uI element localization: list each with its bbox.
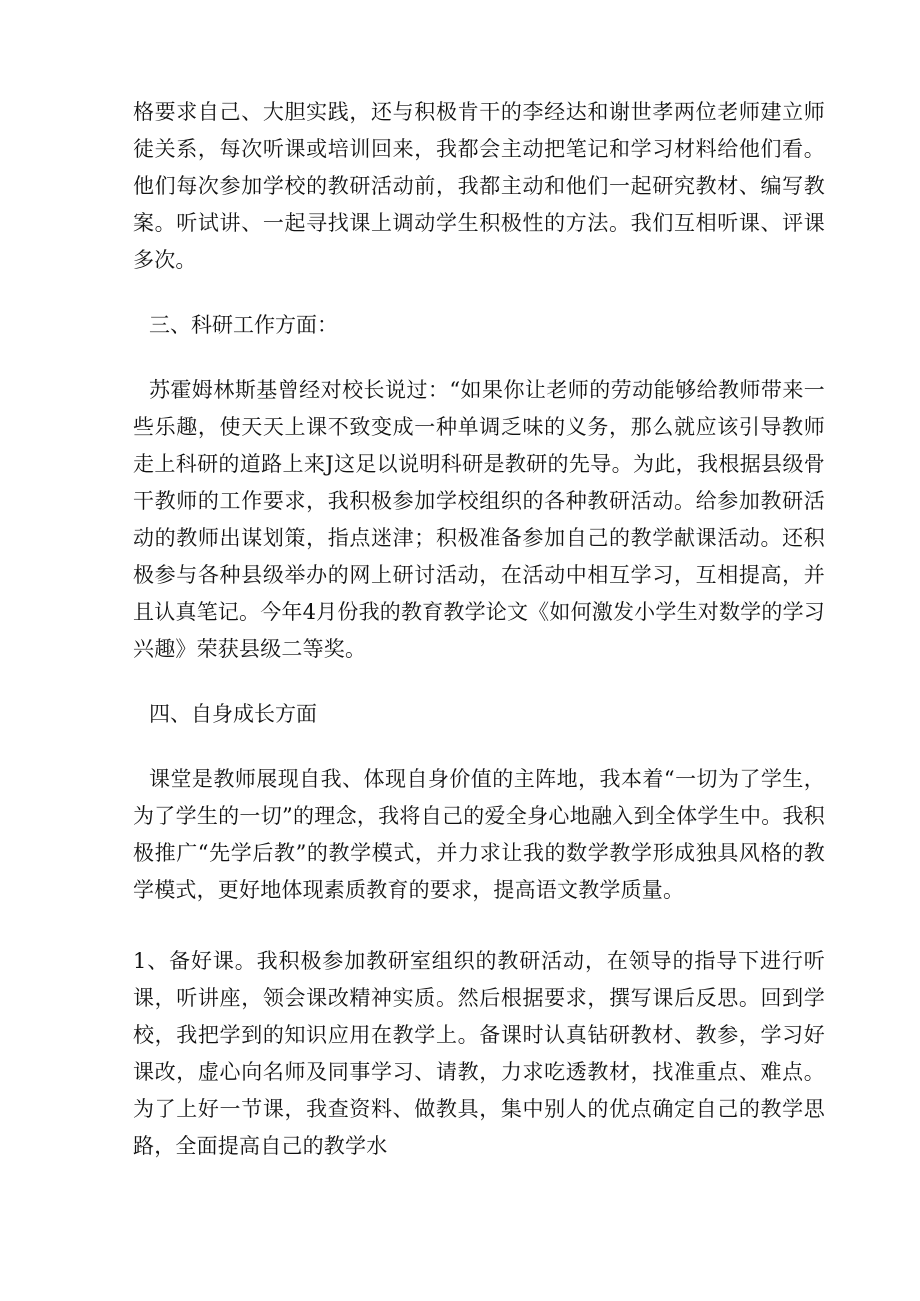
paragraph-mentorship: 格要求自己、大胆实践，还与积极肯干的李经达和谢世孝两位老师建立师徒关系，每次听课或培训回来，我都会主动把笔记和学习材料给他们看。他们每次参加学校的教研活动前，我都主动和他们一起研究教材、编写教案。听试讲、一起寻找课上调动学生积极性的方法。我们互相听课、评课多次。 [133, 100, 825, 272]
paragraph-growth: 课堂是教师展现自我、体现自身价值的主阵地，我本着“一切为了学生，为了学生的一切”的理念，我将自己的爱全身心地融入到全体学生中。我积极推广“先学后教”的教学模式，并力求让我的数学教学形成独具风格的教学模式，更好地体现素质教育的要求，提高语文教学质量。 [133, 767, 825, 902]
section-heading-research: 三、科研工作方面： [149, 313, 338, 337]
paragraph-lesson-prep: 1、备好课。我积极参加教研室组织的教研活动，在领导的指导下进行听课，听讲座，领会课改精神实质。然后根据要求，撰写课后反思。回到学校，我把学到的知识应用在教学上。备课时认真钻研教材、教参，学习好课改，虚心向名师及同事学习、请教，力求吃透教材，找准重点、难点。为了上好一节课，我查资料、做教具，集中别人的优点确定自己的教学思路，全面提高自己的教学水 [133, 949, 825, 1158]
section-heading-growth: 四、自身成长方面 [149, 702, 317, 726]
paragraph-research: 苏霍姆林斯基曾经对校长说过：“如果你让老师的劳动能够给教师带来一些乐趣，使天天上课不致变成一种单调乏味的义务，那么就应该引导教师走上科研的道路上来J这足以说明科研是教研的先导。为此，我根据县级骨干教师的工作要求，我积极参加学校组织的各种教研活动。给参加教研活动的教师出谋划策，指点迷津；积极准备参加自己的教学献课活动。还积极参与各种县级举办的网上研讨活动，在活动中相互学习，互相提高，并且认真笔记。今年4月份我的教育教学论文《如何激发小学生对数学的学习兴趣》荣获县级二等奖。 [133, 378, 825, 661]
